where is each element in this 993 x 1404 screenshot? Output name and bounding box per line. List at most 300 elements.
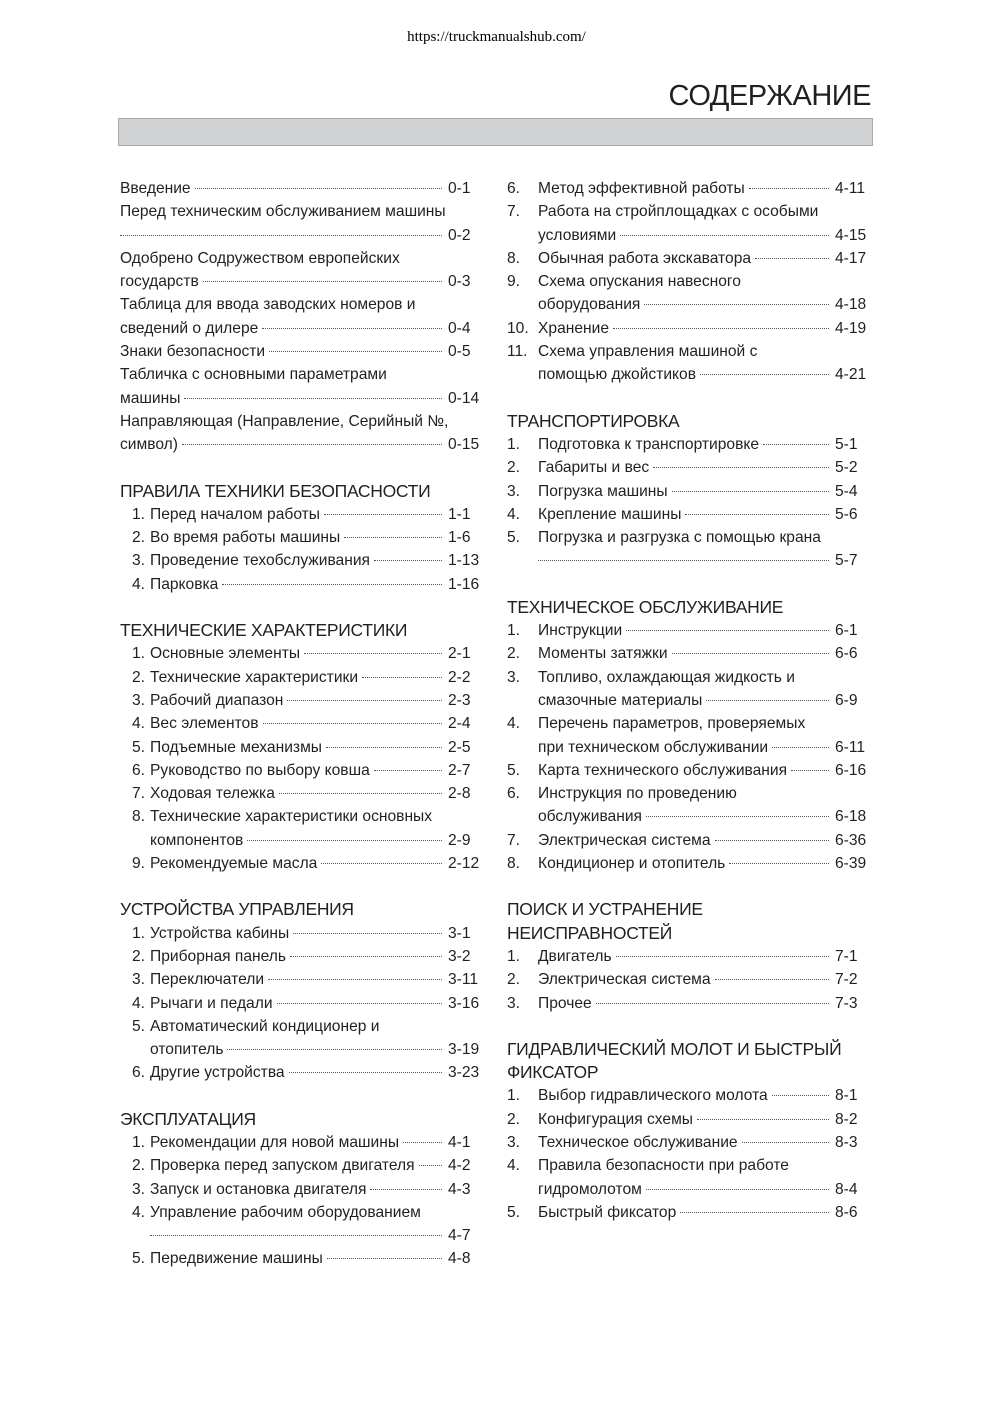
toc-entry-text: Табличка с основными параметрами bbox=[120, 366, 387, 384]
toc-entry-text: Конфигурация схемы bbox=[538, 1110, 694, 1128]
toc-entry-number: 1. bbox=[132, 505, 146, 523]
toc-page-number[interactable]: 0-3 bbox=[448, 273, 471, 291]
toc-entry-line bbox=[120, 968, 484, 991]
dot-leader bbox=[374, 769, 442, 771]
toc-entry[interactable] bbox=[507, 200, 871, 247]
toc-entry-text: обслуживания bbox=[538, 808, 642, 826]
toc-left-column bbox=[120, 177, 484, 1271]
toc-entry[interactable] bbox=[120, 503, 484, 526]
toc-entry-text: Перечень параметров, проверяемых bbox=[538, 715, 806, 733]
dot-leader bbox=[685, 513, 829, 515]
dot-leader bbox=[791, 769, 829, 771]
toc-entry-number: 4. bbox=[132, 994, 146, 1012]
toc-entry-number: 3. bbox=[507, 994, 521, 1012]
toc-entry-number: 5. bbox=[507, 529, 521, 547]
toc-page-number[interactable]: 2-5 bbox=[448, 738, 471, 756]
toc-page-number[interactable]: 4-17 bbox=[835, 249, 867, 267]
toc-entry-text: компонентов bbox=[150, 831, 244, 849]
toc-page-number[interactable]: 4-7 bbox=[448, 1227, 471, 1245]
toc-entry-text: Запуск и остановка двигателя bbox=[150, 1180, 367, 1198]
toc-entry[interactable] bbox=[120, 1061, 484, 1084]
toc-entry-text: Проверка перед запуском двигателя bbox=[150, 1157, 415, 1175]
toc-entry-line bbox=[507, 1084, 871, 1107]
toc-page-number[interactable]: 6-6 bbox=[835, 645, 858, 663]
toc-entry-line bbox=[120, 642, 484, 665]
dot-leader bbox=[263, 722, 442, 724]
toc-entry-text: Проведение техобслуживания bbox=[150, 552, 370, 570]
toc-page-number[interactable]: 7-3 bbox=[835, 994, 858, 1012]
dot-leader bbox=[277, 1002, 442, 1004]
toc-entry-line bbox=[507, 317, 871, 340]
toc-entry-line bbox=[120, 712, 484, 735]
dot-leader bbox=[680, 1211, 829, 1213]
toc-entry[interactable] bbox=[120, 363, 484, 410]
toc-page-number[interactable]: 0-5 bbox=[448, 343, 471, 361]
toc-entry-line bbox=[120, 1224, 484, 1247]
toc-page-number[interactable]: 7-2 bbox=[835, 971, 858, 989]
toc-entry-line bbox=[507, 736, 871, 759]
dot-leader bbox=[287, 699, 442, 701]
toc-entry-text: Рекомендуемые масла bbox=[150, 855, 318, 873]
toc-entry-text: Технические характеристики bbox=[150, 668, 359, 686]
toc-entry-line bbox=[120, 1061, 484, 1084]
dot-leader bbox=[184, 397, 442, 399]
toc-entry[interactable] bbox=[507, 433, 871, 456]
dot-leader bbox=[304, 652, 442, 654]
dot-leader bbox=[324, 513, 442, 515]
toc-entry-line bbox=[120, 992, 484, 1015]
toc-page-number[interactable]: 3-16 bbox=[448, 994, 480, 1012]
dot-leader bbox=[646, 815, 829, 817]
toc-entry[interactable] bbox=[507, 666, 871, 713]
section-heading: ТЕХНИЧЕСКИЕ ХАРАКТЕРИСТИКИ bbox=[120, 620, 408, 641]
toc-entry-text: Двигатель bbox=[538, 947, 612, 965]
toc-entry[interactable] bbox=[507, 712, 871, 759]
section-heading: ПОИСК И УСТРАНЕНИЕ НЕИСПРАВНОСТЕЙ bbox=[507, 899, 703, 943]
section-heading: ТРАНСПОРТИРОВКА bbox=[507, 410, 680, 431]
toc-entry-number: 4. bbox=[507, 1157, 521, 1175]
toc-entry[interactable] bbox=[120, 968, 484, 991]
toc-entry-line bbox=[507, 293, 871, 316]
toc-entry-number: 1. bbox=[507, 1087, 521, 1105]
toc-page-number[interactable]: 4-11 bbox=[835, 180, 866, 197]
toc-entry[interactable] bbox=[120, 410, 484, 457]
toc-entry-number: 3. bbox=[132, 971, 146, 989]
dot-leader bbox=[620, 234, 829, 236]
toc-entry-line bbox=[507, 1108, 871, 1131]
toc-entry[interactable] bbox=[120, 759, 484, 782]
toc-entry-number: 6. bbox=[132, 761, 146, 779]
toc-page-number[interactable]: 1-16 bbox=[448, 575, 480, 593]
toc-entry-text: Прочее bbox=[538, 994, 592, 1012]
toc-entry-text: Метод эффективной работы bbox=[538, 180, 745, 197]
toc-entry[interactable] bbox=[120, 340, 484, 363]
toc-entry-text: Подъемные механизмы bbox=[150, 738, 323, 756]
toc-entry[interactable] bbox=[507, 852, 871, 875]
toc-entry[interactable] bbox=[120, 1131, 484, 1154]
toc-entry-text: Рекомендации для новой машины bbox=[150, 1133, 400, 1151]
toc-entry-line bbox=[120, 922, 484, 945]
toc-entry[interactable] bbox=[507, 759, 871, 782]
toc-entry[interactable] bbox=[120, 736, 484, 759]
toc-entry-text: Техническое обслуживание bbox=[538, 1133, 738, 1151]
toc-page-number[interactable]: 7-1 bbox=[835, 947, 858, 965]
toc-entry-number: 2. bbox=[507, 1110, 521, 1128]
toc-entry-line bbox=[120, 410, 484, 433]
dot-leader bbox=[290, 955, 442, 957]
toc-entry[interactable] bbox=[120, 992, 484, 1015]
toc-entry-number: 4. bbox=[132, 575, 146, 593]
toc-entry[interactable] bbox=[120, 852, 484, 875]
toc-entry-number: 1. bbox=[132, 645, 146, 663]
toc-page-number[interactable]: 3-2 bbox=[448, 947, 471, 965]
toc-page-number[interactable]: 8-4 bbox=[835, 1180, 858, 1198]
toc-entry-line bbox=[507, 759, 871, 782]
dot-leader bbox=[268, 978, 442, 980]
toc-page-number[interactable]: 0-2 bbox=[448, 226, 471, 244]
dot-leader bbox=[697, 1118, 829, 1120]
toc-entry-number: 6. bbox=[507, 180, 521, 197]
toc-page-number[interactable]: 4-19 bbox=[835, 319, 867, 337]
toc-page-number[interactable]: 6-16 bbox=[835, 761, 867, 779]
toc-entry-text: Быстрый фиксатор bbox=[538, 1203, 677, 1221]
toc-entry-text: Другие устройства bbox=[150, 1064, 285, 1082]
toc-entry-text: Перед началом работы bbox=[150, 505, 321, 523]
toc-page-number[interactable]: 6-39 bbox=[835, 855, 867, 873]
toc-entry-line bbox=[507, 782, 871, 805]
toc-entry-text: Рабочий диапазон bbox=[150, 691, 284, 709]
toc-entry-line bbox=[120, 200, 484, 223]
header-url[interactable]: https://truckmanualshub.com/ bbox=[407, 29, 586, 45]
toc-page-number[interactable]: 0-15 bbox=[448, 436, 480, 454]
toc-entry[interactable] bbox=[120, 712, 484, 735]
toc-entry-number: 7. bbox=[132, 785, 146, 803]
toc-entry-text: смазочные материалы bbox=[538, 691, 703, 709]
toc-entry-line bbox=[507, 224, 871, 247]
dot-leader bbox=[227, 1048, 442, 1050]
toc-entry-number: 9. bbox=[507, 273, 521, 291]
toc-entry-line bbox=[120, 852, 484, 875]
toc-page-number[interactable]: 0-4 bbox=[448, 319, 471, 337]
toc-page-number[interactable]: 3-11 bbox=[448, 971, 479, 989]
section-heading: ГИДРАВЛИЧЕСКИЙ МОЛОТ И БЫСТРЫЙ ФИКСАТОР bbox=[507, 1038, 842, 1083]
toc-entry[interactable] bbox=[507, 619, 871, 642]
toc-page-number[interactable]: 1-13 bbox=[448, 552, 480, 570]
dot-leader bbox=[182, 443, 442, 445]
toc-entry-line bbox=[507, 1154, 871, 1177]
toc-entry-text: государств bbox=[120, 273, 199, 291]
toc-entry-text: Схема управления машиной с bbox=[538, 343, 758, 361]
toc-page-number[interactable]: 4-21 bbox=[835, 366, 867, 384]
toc-entry[interactable] bbox=[507, 1131, 871, 1154]
toc-entry-number: 7. bbox=[507, 203, 521, 221]
toc-page-number[interactable]: 3-19 bbox=[448, 1041, 480, 1059]
toc-entry-text: Правила безопасности при работе bbox=[538, 1157, 789, 1175]
toc-entry-number: 3. bbox=[132, 691, 146, 709]
toc-page-number[interactable]: 5-4 bbox=[835, 482, 858, 500]
toc-page-number[interactable]: 6-36 bbox=[835, 831, 867, 849]
toc-entry-line bbox=[507, 689, 871, 712]
toc-entry[interactable] bbox=[507, 829, 871, 852]
toc-entry[interactable] bbox=[120, 177, 484, 200]
dot-leader bbox=[715, 839, 829, 841]
toc-entry[interactable] bbox=[120, 1247, 484, 1270]
toc-entry-text: Электрическая система bbox=[538, 831, 711, 849]
dot-leader bbox=[646, 1188, 829, 1190]
toc-page-number[interactable]: 8-6 bbox=[835, 1203, 858, 1221]
toc-entry-number: 6. bbox=[132, 1064, 146, 1082]
toc-entry-number: 1. bbox=[507, 435, 521, 453]
toc-entry-text: Выбор гидравлического молота bbox=[538, 1087, 768, 1105]
dot-leader bbox=[755, 257, 829, 259]
toc-entry-line bbox=[507, 340, 871, 363]
toc-entry-line bbox=[507, 968, 871, 991]
dot-leader bbox=[370, 1188, 442, 1190]
toc-entry-number: 5. bbox=[132, 1017, 146, 1035]
toc-entry[interactable] bbox=[120, 573, 484, 596]
dot-leader bbox=[653, 466, 829, 468]
toc-entry[interactable] bbox=[507, 340, 871, 387]
toc-entry[interactable] bbox=[120, 689, 484, 712]
toc-entry-number: 4. bbox=[507, 505, 521, 523]
dot-leader bbox=[195, 187, 442, 189]
dot-leader bbox=[613, 327, 829, 329]
toc-entry[interactable] bbox=[120, 1015, 484, 1062]
toc-entry-line bbox=[120, 549, 484, 572]
toc-page-number[interactable]: 2-8 bbox=[448, 785, 471, 803]
toc-entry[interactable] bbox=[507, 1108, 871, 1131]
toc-page-number[interactable]: 0-1 bbox=[448, 180, 471, 197]
toc-entry[interactable] bbox=[120, 945, 484, 968]
toc-entry-line bbox=[507, 177, 871, 200]
toc-entry[interactable] bbox=[120, 293, 484, 340]
toc-entry[interactable] bbox=[120, 1201, 484, 1248]
toc-page-number[interactable]: 2-3 bbox=[448, 691, 471, 709]
toc-entry-number: 3. bbox=[132, 552, 146, 570]
toc-page-number[interactable]: 1-1 bbox=[448, 505, 471, 523]
toc-entry-number: 1. bbox=[507, 622, 521, 640]
toc-page-number[interactable]: 2-4 bbox=[448, 715, 471, 733]
toc-entry[interactable] bbox=[507, 177, 871, 200]
toc-entry-line bbox=[507, 1201, 871, 1224]
toc-entry[interactable] bbox=[507, 782, 871, 829]
toc-entry-text: Передвижение машины bbox=[150, 1250, 323, 1268]
dot-leader bbox=[538, 559, 829, 561]
toc-entry-number: 2. bbox=[507, 971, 521, 989]
dot-leader bbox=[742, 1141, 829, 1143]
toc-entry-line bbox=[507, 666, 871, 689]
toc-entry-number: 11. bbox=[507, 343, 528, 361]
toc-entry-text: Направляющая (Направление, Серийный №, bbox=[120, 412, 449, 430]
toc-entry[interactable] bbox=[120, 549, 484, 572]
toc-entry-number: 3. bbox=[507, 482, 521, 500]
toc-page-number[interactable]: 3-23 bbox=[448, 1064, 480, 1082]
toc-entry-text: Топливо, охлаждающая жидкость и bbox=[538, 668, 795, 686]
toc-entry-line bbox=[507, 805, 871, 828]
toc-entry-text: Электрическая система bbox=[538, 971, 711, 989]
toc-page-number[interactable]: 5-7 bbox=[835, 552, 858, 570]
toc-entry[interactable] bbox=[120, 200, 484, 247]
toc-entry[interactable] bbox=[507, 480, 871, 503]
toc-entry-line bbox=[120, 526, 484, 549]
toc-entry-text: Карта технического обслуживания bbox=[538, 761, 788, 779]
toc-entry[interactable] bbox=[507, 270, 871, 317]
toc-entry-line bbox=[120, 945, 484, 968]
toc-entry[interactable] bbox=[507, 247, 871, 270]
toc-page-number[interactable]: 1-6 bbox=[448, 529, 471, 547]
toc-entry-text: Перед техническим обслуживанием машины bbox=[120, 203, 446, 221]
dot-leader bbox=[672, 490, 829, 492]
toc-entry-number: 3. bbox=[132, 1180, 146, 1198]
toc-entry[interactable] bbox=[120, 642, 484, 665]
toc-entry-text: гидромолотом bbox=[538, 1180, 642, 1198]
dot-leader bbox=[729, 862, 829, 864]
toc-entry[interactable] bbox=[507, 317, 871, 340]
toc-entry-text: Вес элементов bbox=[150, 715, 259, 733]
toc-page-number[interactable]: 8-2 bbox=[835, 1110, 858, 1128]
toc-entry[interactable] bbox=[507, 526, 871, 573]
toc-entry-line bbox=[120, 1154, 484, 1177]
toc-page-number[interactable]: 5-6 bbox=[835, 505, 858, 523]
toc-page-number[interactable]: 4-8 bbox=[448, 1250, 471, 1268]
dot-leader bbox=[626, 629, 829, 631]
toc-entry-line bbox=[120, 317, 484, 340]
toc-entry[interactable] bbox=[120, 526, 484, 549]
toc-entry-number: 1. bbox=[132, 924, 146, 942]
toc-entry-text: Основные элементы bbox=[150, 645, 301, 663]
toc-page-number[interactable]: 8-3 bbox=[835, 1133, 858, 1151]
toc-entry-line bbox=[507, 270, 871, 293]
dot-leader bbox=[326, 746, 442, 748]
section-heading: ТЕХНИЧЕСКОЕ ОБСЛУЖИВАНИЕ bbox=[507, 596, 784, 617]
toc-page-number[interactable]: 4-3 bbox=[448, 1180, 471, 1198]
toc-entry-number: 2. bbox=[132, 947, 146, 965]
toc-entry-line bbox=[120, 1178, 484, 1201]
toc-entry-line bbox=[507, 549, 871, 572]
toc-page-number[interactable]: 2-2 bbox=[448, 668, 471, 686]
toc-entry-number: 5. bbox=[507, 1203, 521, 1221]
toc-entry[interactable] bbox=[507, 992, 871, 1015]
toc-entry[interactable] bbox=[120, 1154, 484, 1177]
section-heading: УСТРОЙСТВА УПРАВЛЕНИЯ bbox=[120, 899, 354, 920]
toc-entry-text: условиями bbox=[538, 226, 617, 244]
toc-entry-line bbox=[120, 503, 484, 526]
toc-entry-line bbox=[120, 736, 484, 759]
toc-entry[interactable] bbox=[507, 642, 871, 665]
toc-entry-text: Технические характеристики основных bbox=[150, 808, 433, 826]
dot-leader bbox=[672, 652, 829, 654]
toc-page-number[interactable]: 6-1 bbox=[835, 622, 858, 640]
toc-page-number[interactable]: 2-7 bbox=[448, 761, 471, 779]
toc-page-number[interactable]: 2-9 bbox=[448, 831, 471, 849]
toc-page-number[interactable]: 8-1 bbox=[835, 1087, 858, 1105]
dot-leader bbox=[715, 978, 829, 980]
toc-entry-text: Автоматический кондиционер и bbox=[150, 1017, 380, 1035]
toc-entry[interactable] bbox=[507, 945, 871, 968]
toc-entry-text: символ) bbox=[120, 436, 178, 454]
dot-leader bbox=[150, 1234, 442, 1236]
toc-entry-line bbox=[120, 433, 484, 456]
toc-entry-text: Управление рабочим оборудованием bbox=[150, 1203, 421, 1221]
toc-entry-number: 2. bbox=[132, 668, 146, 686]
toc-entry-text: оборудования bbox=[538, 296, 641, 314]
toc-page-number[interactable]: 6-18 bbox=[835, 808, 867, 826]
toc-entry-line bbox=[120, 224, 484, 247]
toc-entry-text: Рычаги и педали bbox=[150, 994, 273, 1012]
toc-entry-line bbox=[120, 1038, 484, 1061]
toc-page-number[interactable]: 2-1 bbox=[448, 645, 471, 663]
toc-entry[interactable] bbox=[120, 805, 484, 852]
toc-page-number[interactable]: 4-15 bbox=[835, 226, 867, 244]
toc-entry-line bbox=[507, 526, 871, 549]
toc-entry-text: Устройства кабины bbox=[150, 924, 290, 942]
dot-leader bbox=[749, 187, 829, 189]
dot-leader bbox=[374, 559, 442, 561]
toc-entry-line bbox=[120, 759, 484, 782]
toc-entry[interactable] bbox=[120, 782, 484, 805]
toc-entry-text: Крепление машины bbox=[538, 505, 682, 523]
toc-page-number[interactable]: 6-9 bbox=[835, 691, 858, 709]
toc-entry-text: помощью джойстиков bbox=[538, 366, 697, 384]
toc-entry[interactable] bbox=[120, 247, 484, 294]
toc-entry-line bbox=[120, 666, 484, 689]
dot-leader bbox=[344, 536, 442, 538]
toc-entry-line bbox=[507, 1178, 871, 1201]
toc-entry-text: Моменты затяжки bbox=[538, 645, 668, 663]
toc-page-number[interactable]: 3-1 bbox=[448, 924, 471, 942]
toc-page-number[interactable]: 2-12 bbox=[448, 855, 480, 873]
toc-entry-line bbox=[507, 503, 871, 526]
toc-entry[interactable] bbox=[507, 1154, 871, 1201]
toc-page-number[interactable]: 4-1 bbox=[448, 1133, 471, 1151]
toc-entry-number: 5. bbox=[507, 761, 521, 779]
dot-leader bbox=[772, 1094, 829, 1096]
toc-entry-number: 6. bbox=[507, 785, 521, 803]
dot-leader bbox=[269, 350, 442, 352]
toc-entry[interactable] bbox=[507, 1084, 871, 1107]
toc-entry-number: 2. bbox=[132, 1157, 146, 1175]
toc-entry-text: Габариты и вес bbox=[538, 459, 650, 477]
toc-entry[interactable] bbox=[120, 1178, 484, 1201]
title-bar bbox=[118, 118, 873, 146]
toc-entry[interactable] bbox=[120, 922, 484, 945]
toc-entry-text: Работа на стройплощадках с особыми bbox=[538, 203, 819, 221]
toc-entry-line bbox=[120, 293, 484, 316]
toc-entry[interactable] bbox=[120, 666, 484, 689]
toc-page-number[interactable]: 6-11 bbox=[835, 738, 866, 756]
toc-entry[interactable] bbox=[507, 456, 871, 479]
toc-page-number[interactable]: 0-14 bbox=[448, 389, 480, 407]
toc-entry-text: Приборная панель bbox=[150, 947, 287, 965]
toc-page-number[interactable]: 5-2 bbox=[835, 459, 858, 477]
dot-leader bbox=[222, 583, 442, 585]
toc-entry[interactable] bbox=[507, 503, 871, 526]
toc-entry-line bbox=[120, 363, 484, 386]
dot-leader bbox=[700, 373, 829, 375]
toc-entry-number: 4. bbox=[132, 715, 146, 733]
toc-entry-text: Знаки безопасности bbox=[120, 343, 266, 361]
toc-entry-number: 7. bbox=[507, 831, 521, 849]
toc-entry-line bbox=[507, 945, 871, 968]
toc-page-number[interactable]: 4-18 bbox=[835, 296, 867, 314]
dot-leader bbox=[403, 1141, 442, 1143]
toc-page-number[interactable]: 4-2 bbox=[448, 1157, 471, 1175]
toc-page-number[interactable]: 5-1 bbox=[835, 435, 858, 453]
toc-entry[interactable] bbox=[507, 1201, 871, 1224]
toc-entry[interactable] bbox=[507, 968, 871, 991]
toc-entry-number: 2. bbox=[507, 459, 521, 477]
toc-entry-line bbox=[507, 200, 871, 223]
